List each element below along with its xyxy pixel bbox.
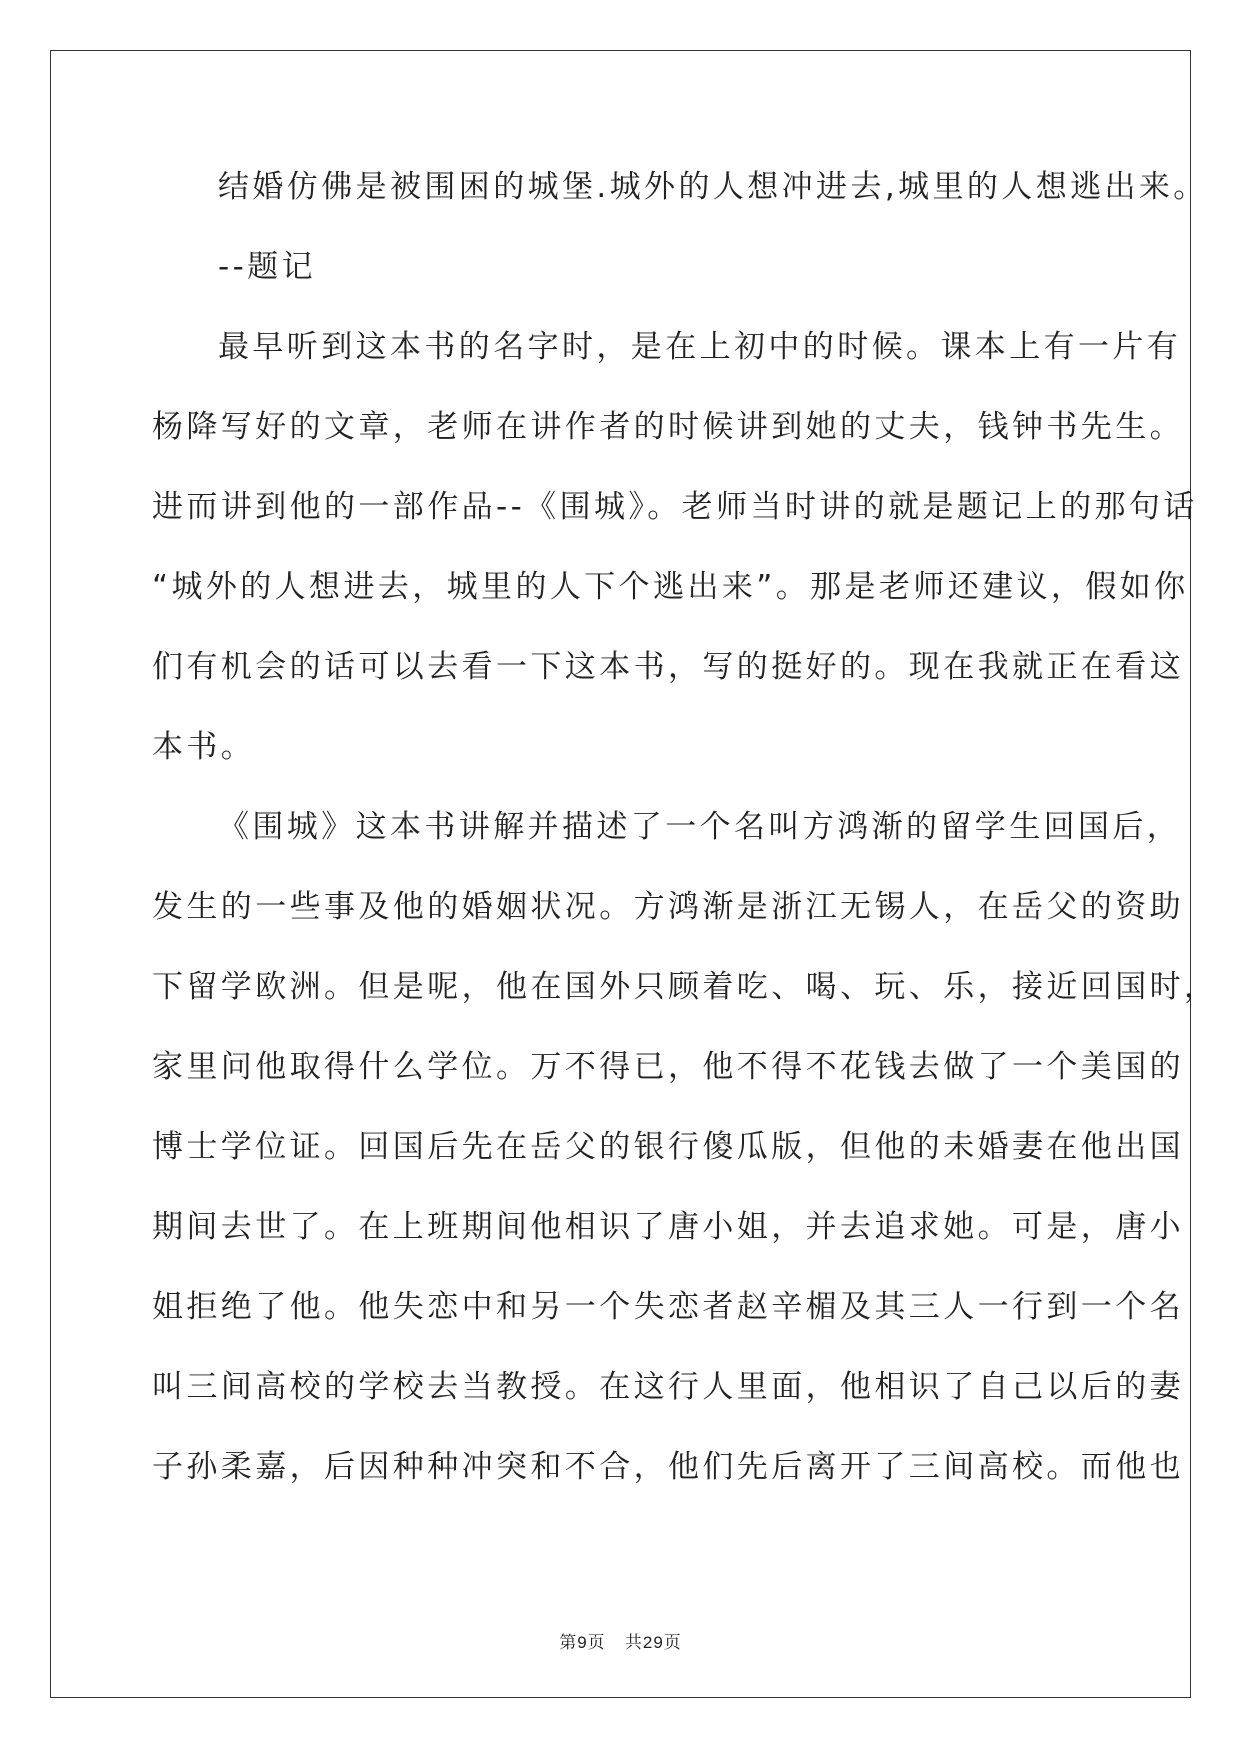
text-line-16: 叫三间高校的学校去当教授。在这行人里面，他相识了自己以后的妻 xyxy=(152,1369,1184,1405)
text-line-6: “城外的人想进去，城里的人下个逃出来”。那是老师还建议，假如你 xyxy=(152,569,1189,605)
text-line-9: 《围城》这本书讲解并描述了一个名叫方鸿渐的留学生回国后， xyxy=(218,809,1182,845)
text-line-14: 期间去世了。在上班期间他相识了唐小姐，并去追求她。可是，唐小 xyxy=(152,1209,1184,1245)
current-page-number: 9 xyxy=(577,1633,588,1652)
text-line-7: 们有机会的话可以去看一下这本书，写的挺好的。现在我就正在看这 xyxy=(152,649,1184,685)
footer-page-suffix: 页 xyxy=(587,1633,606,1653)
footer-total-suffix: 页 xyxy=(663,1633,682,1653)
text-line-15: 姐拒绝了他。他失恋中和另一个失恋者赵辛楣及其三人一行到一个名 xyxy=(152,1289,1184,1325)
text-line-5: 进而讲到他的一部作品--《围城》。老师当时讲的就是题记上的那句话 xyxy=(152,489,1198,525)
text-line-12: 家里问他取得什么学位。万不得已，他不得不花钱去做了一个美国的 xyxy=(152,1049,1184,1085)
text-line-11: 下留学欧洲。但是呢，他在国外只顾着吃、喝、玩、乐，接近回国时， xyxy=(152,969,1219,1005)
text-line-17: 子孙柔嘉，后因种种冲突和不合，他们先后离开了三间高校。而他也 xyxy=(152,1449,1184,1485)
footer-total-prefix: 共 xyxy=(624,1633,643,1653)
text-line-13: 博士学位证。回国后先在岳父的银行傻瓜版，但他的未婚妻在他出国 xyxy=(152,1129,1184,1165)
text-line-3: 最早听到这本书的名字时，是在上初中的时候。课本上有一片有 xyxy=(218,329,1182,365)
total-page-count: 29 xyxy=(642,1633,664,1652)
text-line-2: --题记 xyxy=(218,249,316,285)
text-line-1: 结婚仿佛是被围困的城堡.城外的人想冲进去,城里的人想逃出来。 xyxy=(218,169,1208,205)
text-line-10: 发生的一些事及他的婚姻状况。方鸿渐是浙江无锡人，在岳父的资助 xyxy=(152,889,1184,925)
page-footer xyxy=(0,1628,1241,1653)
footer-prefix: 第 xyxy=(559,1633,578,1653)
text-line-8: 本书。 xyxy=(152,729,256,765)
text-line-4: 杨降写好的文章，老师在讲作者的时候讲到她的丈夫，钱钟书先生。 xyxy=(152,409,1184,445)
